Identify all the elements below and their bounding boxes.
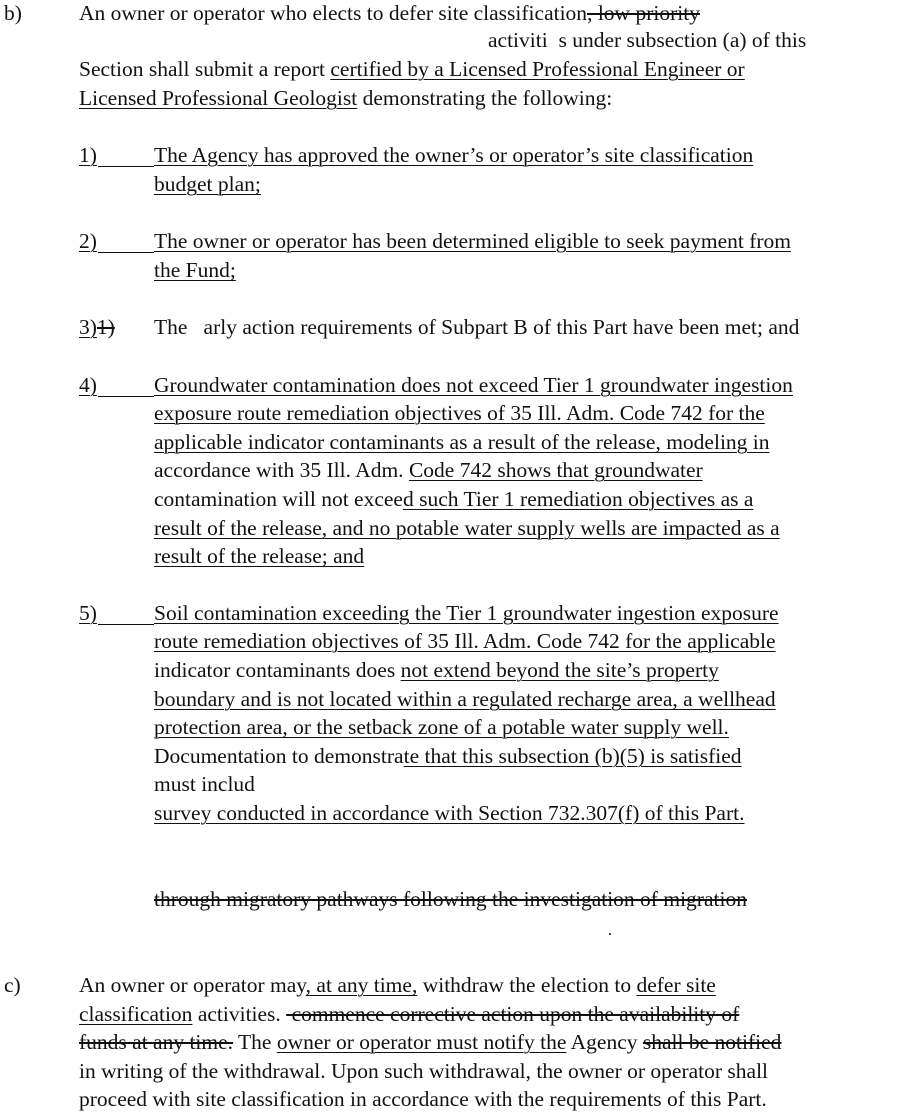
item-5-line-8: survey conducted in accordance with Section 732.307(f) of this Part. [154, 801, 745, 825]
item-5-line-4: boundary and is not located within a regulated recharge area, a wellhead [154, 687, 776, 711]
item-5-line-2: route remediation objectives of 35 Ill. Adm. Code 742 for the applicable [154, 629, 776, 653]
item-4-line-2: exposure route remediation objectives of 35 Ill. Adm. Code 742 for the [154, 401, 765, 425]
subsection-c-line-2 [79, 1001, 739, 1027]
plain-text: Documentation to demonstra [154, 744, 404, 768]
subsection-b-intro-line-3 [79, 56, 745, 82]
item-3-line-1: The arly action requirements of Subpart B of this Part have been met; and [154, 315, 800, 339]
item-4-line-7: result of the release; and [154, 544, 365, 568]
item-1-line-2: budget plan; [154, 172, 261, 196]
item-5-line-5: protection area, or the setback zone of a potable water supply well. [154, 715, 729, 739]
subsection-b-intro-line-2: activiti s under subsection (a) of this [488, 28, 807, 52]
subsection-c-label: c) [4, 973, 21, 997]
plain-text: indicator contaminants does [154, 658, 401, 682]
subsection-c-line-3 [79, 1029, 781, 1055]
item-2-underline-rule [98, 252, 154, 253]
plain-text: Agency [566, 1030, 643, 1054]
subsection-c-line-5: proceed with site classification in accordance with the requirements of this Part. [79, 1087, 767, 1111]
item-3-number [79, 314, 115, 340]
item-1-underline-rule [98, 166, 154, 167]
item-4-line-4 [154, 457, 703, 483]
item-5-number: 5) [79, 601, 97, 625]
intro-text: Section shall submit a report [79, 57, 331, 81]
inserted-text: owner or operator must notify the [276, 1030, 567, 1054]
inserted-text: certified by a Licensed Professional Engineer or [330, 57, 745, 81]
item-2-line-1: The owner or operator has been determined eligible to seek payment from [154, 229, 792, 253]
plain-text: activities. [192, 1002, 287, 1026]
subsection-b-intro-line-4 [79, 85, 612, 111]
item-2-number: 2) [79, 229, 97, 253]
item-4-line-1: Groundwater contamination does not exceed Tier 1 groundwater ingestion [154, 373, 793, 397]
inserted-number: 3) [79, 315, 97, 339]
deleted-text: funds at any time. [79, 1030, 234, 1054]
subsection-c-line-1 [79, 972, 716, 998]
inserted-text: not extend beyond the site’s property [400, 658, 719, 682]
item-2-line-2: the Fund; [154, 258, 236, 282]
deleted-text: shall be notified [642, 1030, 782, 1054]
subsection-b-intro-line-1 [79, 0, 700, 26]
item-5-line-7: must includ [154, 772, 255, 796]
item-5-line-6 [154, 743, 742, 769]
deleted-text: , low priority [587, 1, 700, 25]
item-4-line-3: applicable indicator contaminants as a result of the release, modeling in [154, 430, 770, 454]
inserted-text: te that this subsection (b)(5) is satisfied [403, 744, 742, 768]
plain-text: An owner or operator may [79, 973, 306, 997]
intro-text: An owner or operator who elects to defer site classification [79, 1, 588, 25]
inserted-text: defer site [636, 973, 716, 997]
inserted-text: , at any time, [305, 973, 418, 997]
inserted-text: Licensed Professional Geologist [79, 86, 358, 110]
deleted-number: 1) [96, 315, 115, 339]
plain-text: withdraw the election to [417, 973, 637, 997]
inserted-text: Code 742 shows that groundwater [408, 458, 703, 482]
item-4-underline-rule [98, 396, 154, 397]
item-5-line-3 [154, 657, 719, 683]
item-1-line-1: The Agency has approved the owner’s or operator’s site classification [154, 143, 754, 167]
inserted-text: classification [79, 1002, 193, 1026]
item-5-underline-rule [98, 624, 154, 625]
stray-mark [609, 933, 611, 935]
item-4-line-5 [154, 486, 753, 512]
item-5-line-1: Soil contamination exceeding the Tier 1 groundwater ingestion exposure [154, 601, 779, 625]
item-1-number: 1) [79, 143, 97, 167]
subsection-c-line-4: in writing of the withdrawal. Upon such withdrawal, the owner or operator shall [79, 1059, 769, 1083]
item-4-number: 4) [79, 373, 97, 397]
plain-text: contamination will not excee [154, 487, 403, 511]
subsection-b-label: b) [4, 1, 22, 25]
plain-text: The [233, 1030, 277, 1054]
deleted-text: commence corrective action upon the availability of [286, 1002, 740, 1026]
deleted-fragment: through migratory pathways following the investigation of migration [154, 887, 747, 911]
item-4-line-6: result of the release, and no potable water supply wells are impacted as a [154, 516, 780, 540]
inserted-text: d such Tier 1 remediation objectives as a [402, 487, 754, 511]
intro-text: demonstrating the following: [357, 86, 613, 110]
plain-text: accordance with 35 Ill. Adm. [154, 458, 409, 482]
